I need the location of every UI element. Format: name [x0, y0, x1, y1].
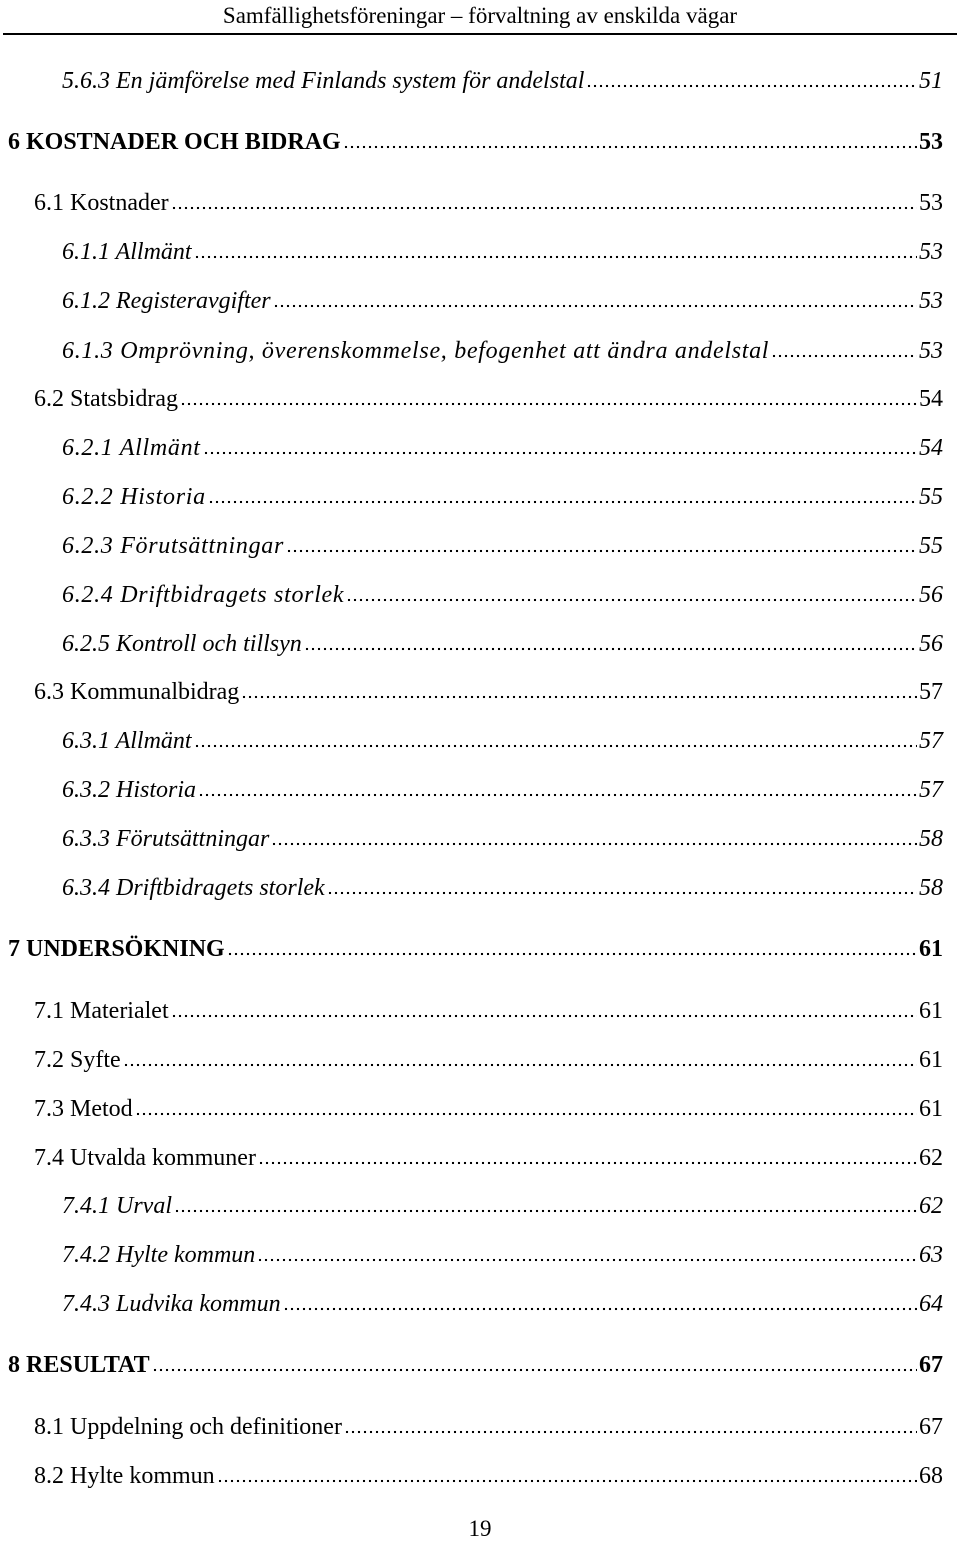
dot-leader — [194, 744, 917, 748]
toc-entry-title: 6.2.5 Kontroll och tillsyn — [62, 631, 302, 657]
page-number: 19 — [468, 1516, 492, 1541]
dot-leader — [343, 145, 917, 149]
toc-entry-title: 7.4.1 Urval — [62, 1193, 172, 1219]
toc-entry-page: 57 — [919, 777, 943, 803]
toc-entry-title: 7.4 Utvalda kommuner — [34, 1145, 256, 1171]
toc-entry-page: 68 — [919, 1463, 943, 1489]
dot-leader — [174, 1209, 917, 1213]
toc-entry[interactable] — [62, 286, 943, 316]
toc-entry[interactable] — [34, 1045, 943, 1075]
dot-leader — [198, 793, 917, 797]
dot-leader — [152, 1368, 917, 1372]
toc-entry-page: 56 — [919, 631, 943, 657]
toc-entry-title: 8.1 Uppdelning och definitioner — [34, 1414, 342, 1440]
toc-entry-title: 6.1.1 Allmänt — [62, 239, 192, 265]
dot-leader — [227, 952, 917, 956]
toc-entry-title: 7.1 Materialet — [34, 998, 169, 1024]
toc-entry-title: 6.2.2 Historia — [62, 484, 206, 510]
toc-entry-title: 6.3.4 Driftbidragets storlek — [62, 875, 325, 901]
toc-entry[interactable] — [8, 934, 943, 964]
toc-entry-title: 6.2.1 Allmänt — [62, 435, 201, 461]
toc-entry-page: 67 — [919, 1414, 943, 1440]
toc-entry-page: 62 — [919, 1145, 943, 1171]
toc-entry-page: 55 — [919, 533, 943, 559]
dot-leader — [171, 1014, 917, 1018]
toc-entry-page: 54 — [919, 435, 943, 461]
toc-entry-title: 6.2 Statsbidrag — [34, 386, 178, 412]
dot-leader — [346, 598, 917, 602]
toc-entry-page: 61 — [919, 1047, 943, 1073]
toc-entry-title: 6.2.4 Driftbidragets storlek — [62, 582, 345, 608]
dot-leader — [283, 1307, 917, 1311]
toc-entry-page: 61 — [919, 998, 943, 1024]
toc-entry-page: 53 — [919, 338, 943, 364]
dot-leader — [273, 304, 917, 308]
toc-entry-title: 6.3.2 Historia — [62, 777, 197, 803]
toc-entry[interactable] — [34, 1461, 943, 1491]
toc-entry[interactable] — [62, 873, 943, 903]
dot-leader — [258, 1161, 917, 1165]
toc-entry[interactable] — [34, 188, 943, 218]
toc-entry-title: 6.1 Kostnader — [34, 190, 169, 216]
toc-entry[interactable] — [62, 629, 943, 659]
toc-entry[interactable] — [34, 677, 943, 707]
toc-entry[interactable] — [62, 1289, 943, 1319]
toc-entry-page: 58 — [919, 826, 943, 852]
toc-entry[interactable] — [62, 237, 943, 267]
toc-entry[interactable] — [8, 127, 943, 157]
toc-entry-page: 62 — [919, 1193, 943, 1219]
dot-leader — [327, 891, 917, 895]
dot-leader — [286, 549, 917, 553]
toc-entry-page: 61 — [919, 936, 943, 962]
dot-leader — [304, 647, 917, 651]
dot-leader — [203, 451, 917, 455]
toc-entry-page: 61 — [919, 1096, 943, 1122]
toc-entry-page: 53 — [919, 129, 943, 155]
toc-entry-title: 8 RESULTAT — [8, 1352, 150, 1378]
toc-entry-page: 55 — [919, 484, 943, 510]
dot-leader — [241, 695, 917, 699]
dot-leader — [586, 84, 917, 88]
toc-entry-title: 7 UNDERSÖKNING — [8, 936, 225, 962]
dot-leader — [208, 500, 917, 504]
toc-entry-page: 54 — [919, 386, 943, 412]
toc-entry-page: 63 — [919, 1242, 943, 1268]
toc-entry-title: 6.1.3 Omprövning, överenskommelse, befogenhet att ändra andelstal — [62, 338, 770, 364]
toc-entry-page: 53 — [919, 239, 943, 265]
toc-entry-title: 8.2 Hylte kommun — [34, 1463, 215, 1489]
toc-entry[interactable] — [34, 1143, 943, 1173]
toc-entry-page: 57 — [919, 728, 943, 754]
toc-entry[interactable] — [62, 433, 943, 463]
toc-entry-title: 7.2 Syfte — [34, 1047, 121, 1073]
toc-entry[interactable] — [62, 336, 943, 366]
toc-entry[interactable] — [34, 1094, 943, 1124]
toc-entry-title: 6.3.3 Förutsättningar — [62, 826, 270, 852]
toc-entry-page: 53 — [919, 288, 943, 314]
dot-leader — [123, 1063, 917, 1067]
dot-leader — [135, 1112, 917, 1116]
toc-entry[interactable] — [62, 726, 943, 756]
toc-entry[interactable] — [62, 580, 943, 610]
toc-entry-title: 6.3.1 Allmänt — [62, 728, 192, 754]
toc-entry-title: 7.4.3 Ludvika kommun — [62, 1291, 281, 1317]
toc-entry-page: 51 — [919, 68, 943, 94]
toc-entry-page: 67 — [919, 1352, 943, 1378]
toc-entry-page: 64 — [919, 1291, 943, 1317]
dot-leader — [171, 206, 917, 210]
toc-entry-page: 57 — [919, 679, 943, 705]
toc-entry-title: 6.3 Kommunalbidrag — [34, 679, 240, 705]
toc-entry-page: 58 — [919, 875, 943, 901]
toc-entry[interactable] — [62, 482, 943, 512]
toc-entry[interactable] — [62, 775, 943, 805]
dot-leader — [344, 1430, 917, 1434]
toc-entry-page: 56 — [919, 582, 943, 608]
toc-entry-title: 5.6.3 En jämförelse med Finlands system för andelstal — [62, 68, 585, 94]
toc-entry-title: 7.3 Metod — [34, 1096, 133, 1122]
toc-entry[interactable] — [62, 1240, 943, 1270]
toc-entry[interactable] — [34, 1412, 943, 1442]
toc-entry-page: 53 — [919, 190, 943, 216]
dot-leader — [180, 402, 917, 406]
toc-entry[interactable] — [62, 531, 943, 561]
dot-leader — [771, 354, 917, 358]
dot-leader — [257, 1258, 917, 1262]
toc-entry[interactable] — [62, 66, 943, 96]
toc-entry[interactable] — [8, 1350, 943, 1380]
running-header: Samfällighetsföreningar – förvaltning av enskilda vägar — [222, 3, 738, 28]
toc-entry-title: 6.1.2 Registeravgifter — [62, 288, 271, 314]
dot-leader — [217, 1479, 917, 1483]
toc-entry[interactable] — [62, 1191, 943, 1221]
toc-entry[interactable] — [34, 996, 943, 1026]
toc-entry-title: 7.4.2 Hylte kommun — [62, 1242, 256, 1268]
toc-entry[interactable] — [62, 824, 943, 854]
toc-entry-title: 6 KOSTNADER OCH BIDRAG — [8, 129, 341, 155]
toc-entry[interactable] — [34, 384, 943, 414]
dot-leader — [194, 255, 917, 259]
dot-leader — [271, 842, 917, 846]
toc-entry-title: 6.2.3 Förutsättningar — [62, 533, 285, 559]
